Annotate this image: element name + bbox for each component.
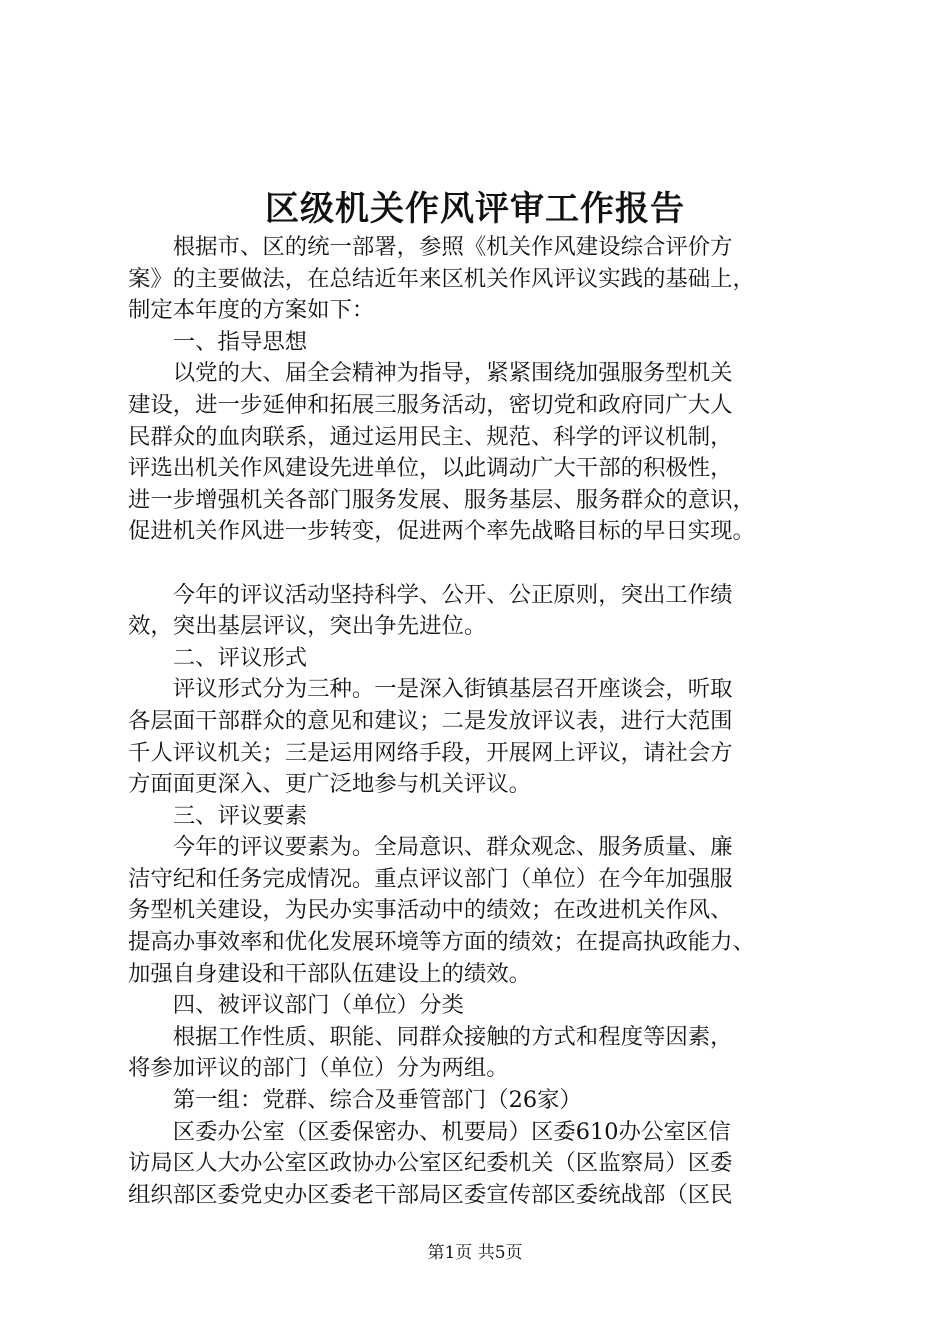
body-line: 千人评议机关；三是运用网络手段，开展网上评议，请社会方	[128, 739, 733, 766]
body-line: 评选出机关作风建设先进单位，以此调动广大干部的积极性，	[128, 455, 733, 482]
section-heading: 三、评议要素	[128, 802, 308, 829]
blank-line	[128, 548, 834, 580]
page-number: 第1页 共5页	[427, 1243, 523, 1263]
document-body	[128, 232, 834, 1211]
body-line: 将参加评议的部门（单位）分为两组。	[128, 1055, 509, 1082]
body-line: 访局区人大办公室区政协办公室区纪委机关（区监察局）区委	[128, 1150, 733, 1177]
body-line: 提高办事效率和优化发展环境等方面的绩效；在提高执政能力、	[128, 929, 755, 956]
body-line: 进一步增强机关各部门服务发展、服务基层、服务群众的意识，	[128, 486, 755, 513]
body-line: 民群众的血肉联系，通过运用民主、规范、科学的评议机制，	[128, 423, 733, 450]
body-line: 以党的大、届全会精神为指导，紧紧围绕加强服务型机关	[128, 360, 733, 387]
body-line: 各层面干部群众的意见和建议；二是发放评议表，进行大范围	[128, 707, 733, 734]
group-heading: 第一组：党群、综合及垂管部门（26家）	[128, 1087, 582, 1114]
body-line: 组织部区委党史办区委老干部局区委宣传部区委统战部（区民	[128, 1181, 733, 1208]
section-heading: 一、指导思想	[128, 328, 308, 355]
body-line: 根据工作性质、职能、同群众接触的方式和程度等因素，	[128, 1023, 733, 1050]
body-line: 促进机关作风进一步转变，促进两个率先战略目标的早日实现。	[128, 518, 755, 545]
body-line: 务型机关建设，为民办实事活动中的绩效；在改进机关作风、	[128, 897, 733, 924]
document-title: 区级机关作风评审工作报告	[265, 189, 685, 229]
body-line: 建设，进一步延伸和拓展三服务活动，密切党和政府同广大人	[128, 391, 733, 418]
body-line: 区委办公室（区委保密办、机要局）区委610办公室区信	[128, 1118, 731, 1145]
section-heading: 四、被评议部门（单位）分类	[128, 992, 464, 1019]
body-line: 制定本年度的方案如下：	[128, 297, 375, 324]
body-line: 案》的主要做法，在总结近年来区机关作风评议实践的基础上，	[128, 265, 755, 292]
body-line: 根据市、区的统一部署，参照《机关作风建设综合评价方	[128, 234, 733, 260]
body-line: 评议形式分为三种。一是深入街镇基层召开座谈会，听取	[128, 676, 733, 703]
body-line: 今年的评议活动坚持科学、公开、公正原则，突出工作绩	[128, 581, 733, 608]
body-line: 方面面更深入、更广泛地参与机关评议。	[128, 771, 532, 798]
section-heading: 二、评议形式	[128, 644, 308, 671]
body-line: 洁守纪和任务完成情况。重点评议部门（单位）在今年加强服	[128, 865, 733, 892]
body-line: 今年的评议要素为。全局意识、群众观念、服务质量、廉	[128, 834, 733, 861]
body-line: 效，突出基层评议，突出争先进位。	[128, 613, 487, 640]
body-line: 加强自身建设和干部队伍建设上的绩效。	[128, 960, 532, 987]
